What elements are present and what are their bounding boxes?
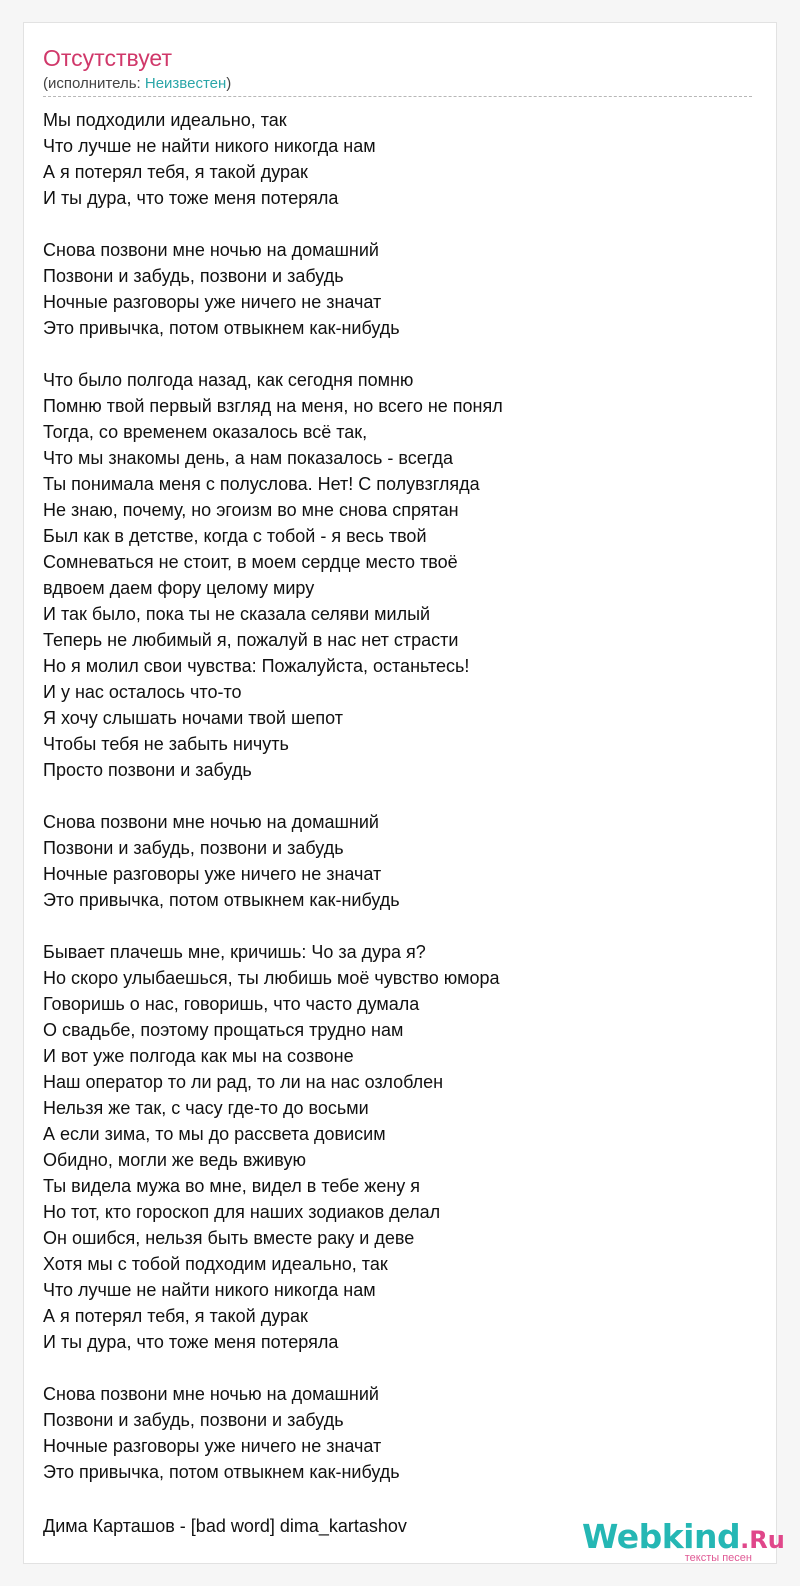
lyric-line: Снова позвони мне ночью на домашний	[43, 240, 379, 260]
lyric-line: Снова позвони мне ночью на домашний	[43, 812, 379, 832]
lyric-line: Позвони и забудь, позвони и забудь	[43, 266, 344, 286]
lyric-line: вдвоем даем фору целому миру	[43, 578, 315, 598]
artist-link[interactable]: Неизвестен	[144, 75, 227, 92]
lyrics-stanza	[43, 939, 503, 1355]
lyric-line: Помню твой первый взгляд на меня, но всего не понял	[43, 396, 503, 416]
lyric-line: Ночные разговоры уже ничего не значат	[43, 1436, 382, 1456]
lyric-line: Теперь не любимый я, пожалуй в нас нет страсти	[43, 630, 459, 650]
lyric-line: Хотя мы с тобой подходим идеально, так	[43, 1254, 388, 1274]
song-credit: Дима Карташов - [bad word] dima_kartashov	[43, 1516, 407, 1536]
lyric-line: Обидно, могли же ведь вживую	[43, 1150, 306, 1170]
lyric-line: Я хочу слышать ночами твой шепот	[43, 708, 344, 728]
lyric-line: И ты дура, что тоже меня потеряла	[43, 188, 339, 208]
lyric-line: Но я молил свои чувства: Пожалуйста, останьтесь!	[43, 656, 470, 676]
lyric-line: Наш оператор то ли рад, то ли на нас озлоблен	[43, 1072, 444, 1092]
lyric-line: Но тот, кто гороскоп для наших зодиаков делал	[43, 1202, 441, 1222]
lyric-line: И ты дура, что тоже меня потеряла	[43, 1332, 339, 1352]
webkind-logo[interactable]	[582, 1517, 785, 1564]
lyrics-card	[23, 22, 785, 1564]
lyric-line: Ночные разговоры уже ничего не значат	[43, 292, 382, 312]
lyric-line: Тогда, со временем оказалось всё так,	[43, 422, 368, 442]
lyric-line: Нельзя же так, с часу где-то до восьми	[43, 1098, 369, 1118]
artist-prefix: (исполнитель:	[43, 75, 145, 92]
lyric-line: Что было полгода назад, как сегодня помню	[43, 370, 414, 390]
logo-main-text: Webkind	[582, 1517, 741, 1556]
lyric-line: Позвони и забудь, позвони и забудь	[43, 1410, 344, 1430]
lyric-line: Бывает плачешь мне, кричишь: Чо за дура я?	[43, 942, 426, 962]
lyric-line: Это привычка, потом отвыкнем как-нибудь	[43, 1462, 400, 1482]
lyric-line: И так было, пока ты не сказала селяви милый	[43, 604, 431, 624]
lyrics-stanza	[43, 107, 503, 211]
artist-line	[43, 75, 231, 93]
lyrics-stanza	[43, 809, 503, 913]
lyric-line: Ночные разговоры уже ничего не значат	[43, 864, 382, 884]
lyric-line: Что лучше не найти никого никогда нам	[43, 136, 376, 156]
logo-tagline: тексты песен	[684, 1552, 752, 1564]
lyric-line: Ты видела мужа во мне, видел в тебе жену я	[43, 1176, 421, 1196]
artist-suffix: )	[226, 75, 232, 92]
lyric-line: Позвони и забудь, позвони и забудь	[43, 838, 344, 858]
lyrics-stanza	[43, 1381, 503, 1485]
lyric-line: И у нас осталось что-то	[43, 682, 242, 702]
lyric-line: Снова позвони мне ночью на домашний	[43, 1384, 379, 1404]
lyric-line: Это привычка, потом отвыкнем как-нибудь	[43, 318, 400, 338]
lyric-line: Был как в детстве, когда с тобой - я весь твой	[43, 526, 427, 546]
lyric-line: Говоришь о нас, говоришь, что часто думала	[43, 994, 420, 1014]
lyrics-stanza	[43, 237, 503, 341]
lyric-line: Он ошибся, нельзя быть вместе раку и деве	[43, 1228, 415, 1248]
lyric-line: Что мы знакомы день, а нам показалось - всегда	[43, 448, 453, 468]
lyric-line: Сомневаться не стоит, в моем сердце место твоё	[43, 552, 458, 572]
lyric-line: Это привычка, потом отвыкнем как-нибудь	[43, 890, 400, 910]
lyric-line: Не знаю, почему, но эгоизм во мне снова спрятан	[43, 500, 459, 520]
lyric-line: Мы подходили идеально, так	[43, 110, 287, 130]
lyrics-stanza	[43, 367, 503, 783]
lyric-line: Просто позвони и забудь	[43, 760, 252, 780]
lyric-line: А я потерял тебя, я такой дурак	[43, 1306, 308, 1326]
lyric-line: Чтобы тебя не забыть ничуть	[43, 734, 289, 754]
song-title: Отсутствует	[43, 45, 172, 71]
lyric-line: Но скоро улыбаешься, ты любишь моё чувство юмора	[43, 968, 500, 988]
lyric-line: О свадьбе, поэтому прощаться трудно нам	[43, 1020, 404, 1040]
lyrics-body	[43, 107, 503, 1485]
lyric-line: А если зима, то мы до рассвета довисим	[43, 1124, 386, 1144]
lyric-line: А я потерял тебя, я такой дурак	[43, 162, 308, 182]
header-divider	[43, 96, 752, 97]
lyric-line: Что лучше не найти никого никогда нам	[43, 1280, 376, 1300]
lyric-line: Ты понимала меня с полуслова. Нет! С полувзгляда	[43, 474, 480, 494]
lyric-line: И вот уже полгода как мы на созвоне	[43, 1046, 354, 1066]
logo-tld: .Ru	[740, 1526, 785, 1554]
